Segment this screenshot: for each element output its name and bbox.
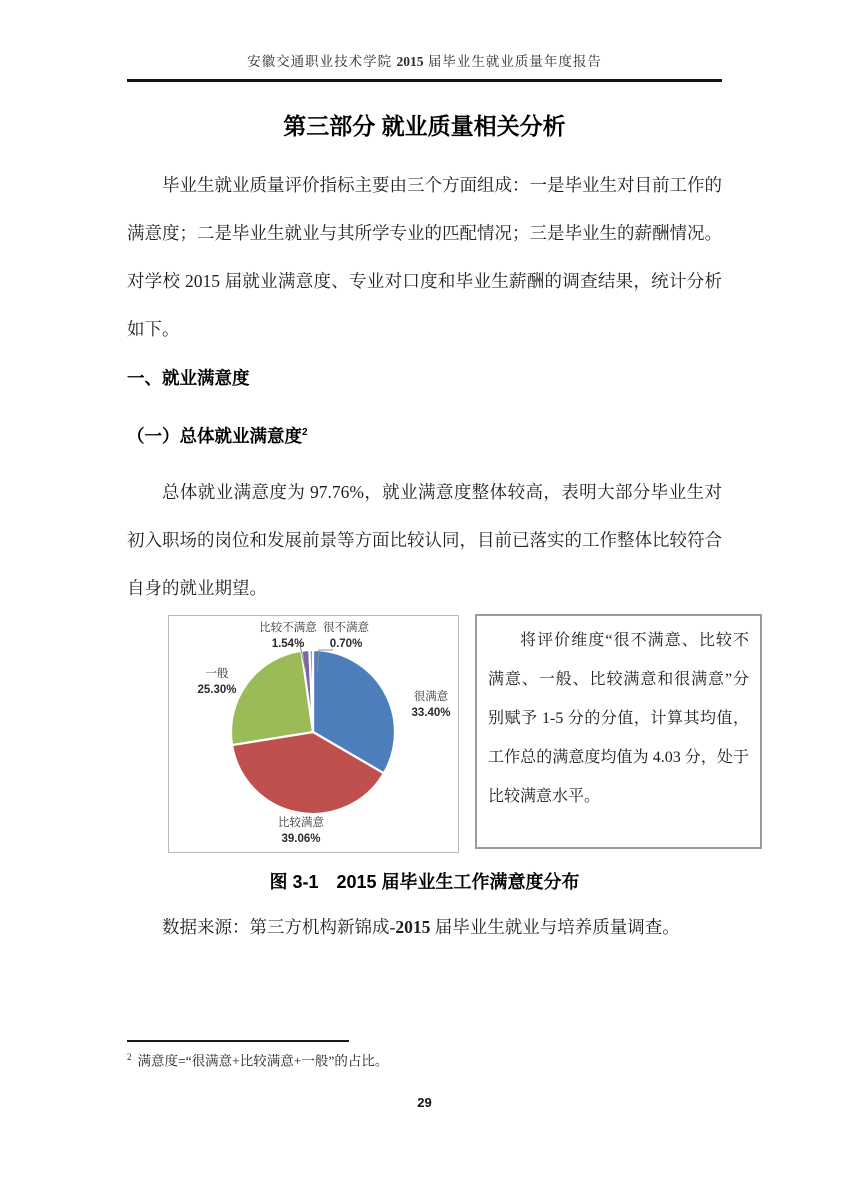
pie-label-category: 很不满意 bbox=[323, 622, 369, 634]
pie-label-very-satisfied bbox=[381, 689, 481, 721]
pie-chart bbox=[168, 615, 459, 853]
callout-text: 将评价维度“很不满意、比较不满意、一般、比较满意和很满意”分别赋予 1-5 分的分值，计算其均值，工作总的满意度均值为 4.03 分，处于比较满意水平。 bbox=[488, 632, 749, 805]
pie-label-category: 比较满意 bbox=[278, 817, 324, 829]
chapter-title: 第三部分 就业质量相关分析 bbox=[283, 113, 566, 139]
pie-label-category: 一般 bbox=[205, 668, 229, 680]
running-header bbox=[127, 0, 722, 82]
running-header-text-suffix: 届毕业生就业质量年度报告 bbox=[423, 54, 602, 69]
callout-box bbox=[475, 614, 762, 849]
pie-label-somewhat-satisfied bbox=[255, 815, 347, 847]
running-header-text-prefix: 安徽交通职业技术学院 bbox=[247, 54, 397, 69]
section-heading: 一、就业满意度 bbox=[127, 368, 250, 388]
data-source-paragraph bbox=[127, 903, 722, 951]
pie-label-category: 很满意 bbox=[413, 691, 449, 703]
pie-label-value: 25.30% bbox=[197, 684, 237, 696]
data-source-prefix: 数据来源：第三方机构新锦成- bbox=[162, 917, 396, 937]
footnote-marker: 2 bbox=[127, 1052, 132, 1062]
pie-label-value: 33.40% bbox=[411, 707, 451, 719]
satisfaction-paragraph: 总体就业满意度为 97.76%，就业满意度整体较高，表明大部分毕业生对初入职场的岗位和发展前景等方面比较认同，目前已落实的工作整体比较符合自身的就业期望。 bbox=[127, 482, 722, 598]
footnote bbox=[127, 1046, 722, 1073]
footnote-reference: 2 bbox=[302, 427, 308, 439]
pie-label-very-dissatisfied bbox=[304, 620, 388, 652]
figure-caption: 图 3-1 2015 届毕业生工作满意度分布 bbox=[269, 872, 580, 892]
data-source-year: 2015 bbox=[395, 917, 431, 937]
page-number: 29 bbox=[417, 1094, 432, 1110]
running-header-year: 2015 bbox=[396, 54, 424, 69]
pie-label-value: 39.06% bbox=[281, 833, 321, 845]
footnote-text: 满意度=“很满意+比较满意+一般”的占比。 bbox=[137, 1053, 389, 1069]
page-footer bbox=[127, 1040, 722, 1110]
footnote-separator bbox=[127, 1040, 349, 1042]
pie-label-value: 0.70% bbox=[329, 638, 363, 650]
figure-row bbox=[127, 615, 749, 853]
subsection-heading bbox=[127, 423, 722, 448]
pie-label-value: 1.54% bbox=[271, 638, 305, 650]
pie-label-neutral bbox=[177, 666, 257, 698]
subsection-heading-text: （一）总体就业满意度 bbox=[127, 426, 302, 446]
data-source-suffix: 届毕业生就业与培养质量调查。 bbox=[430, 917, 680, 937]
pie-label-category: 比较不满意 bbox=[259, 622, 317, 634]
intro-paragraph: 毕业生就业质量评价指标主要由三个方面组成：一是毕业生对目前工作的满意度；二是毕业生就业与其所学专业的匹配情况；三是毕业生的薪酬情况。对学校 2015 届就业满意度、专业对口度和毕业生薪酬的调查结果，统计分析如下。 bbox=[127, 175, 722, 339]
